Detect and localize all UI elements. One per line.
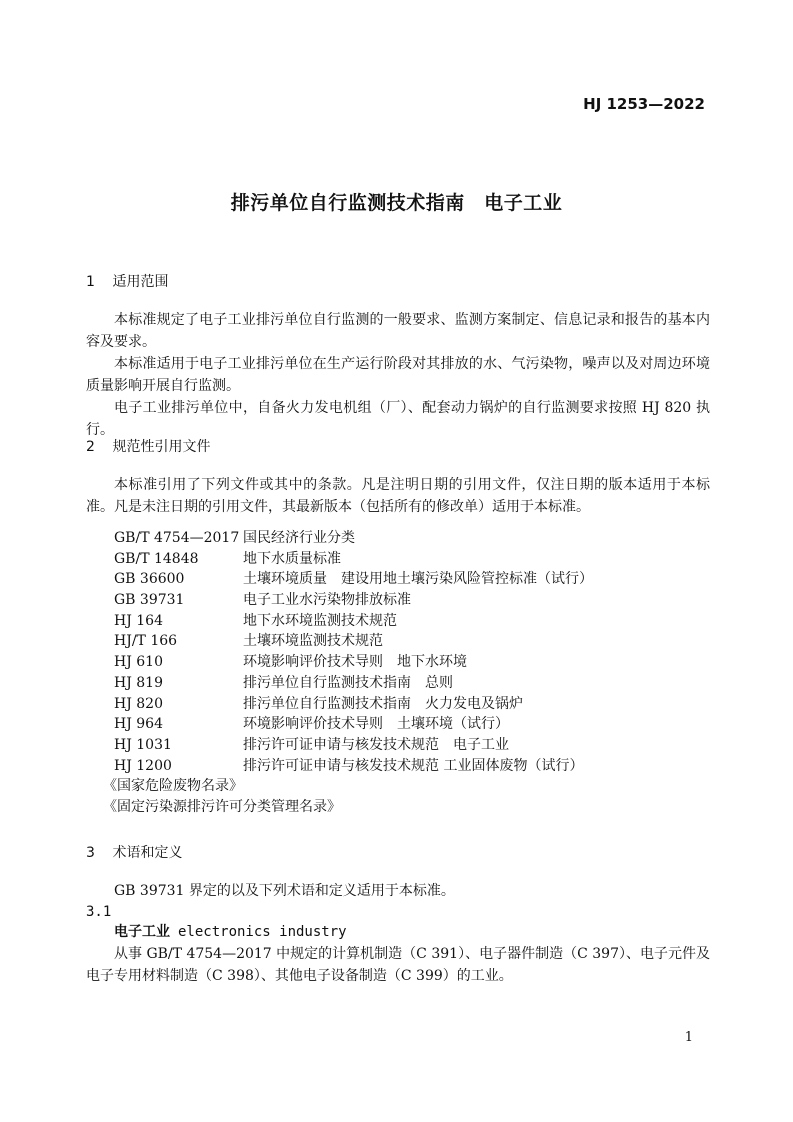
reference-name: 排污许可证申请与核发技术规范 工业固体废物（试行） (243, 757, 584, 774)
reference-code: HJ 1031 (114, 736, 172, 753)
reference-code: HJ 820 (114, 695, 163, 712)
reference-item (114, 528, 593, 549)
term-heading (114, 921, 347, 943)
section-title: 适用范围 (112, 274, 169, 290)
reference-name: 排污许可证申请与核发技术规范 电子工业 (243, 736, 509, 753)
reference-name: 国民经济行业分类 (243, 530, 355, 546)
reference-name: 电子工业水污染物排放标准 (243, 592, 411, 609)
catalog-reference: 《固定污染源排污许可分类管理名录》 (103, 799, 341, 815)
section-3-intro: GB 39731 界定的以及下列术语和定义适用于本标准。 (114, 883, 455, 899)
page-number: 1 (684, 1030, 693, 1045)
reference-name: 土壤环境监测技术规范 (243, 633, 383, 650)
section-title: 术语和定义 (112, 845, 183, 861)
reference-item (114, 735, 593, 756)
reference-item (114, 652, 593, 673)
reference-item (114, 549, 593, 570)
reference-list (114, 528, 593, 776)
standard-code: HJ 1253—2022 (583, 95, 705, 113)
reference-item (114, 569, 593, 590)
section-number: 2 (86, 439, 95, 455)
reference-name: 环境影响评价技术导则 土壤环境（试行） (243, 716, 509, 733)
section-3-heading (86, 842, 182, 862)
reference-code: HJ 1200 (114, 757, 172, 774)
section-2-heading (86, 436, 210, 456)
section-number: 1 (86, 274, 95, 290)
reference-item (114, 714, 593, 735)
reference-code: GB 39731 (114, 592, 185, 609)
term-definition: 从事 GB/T 4754—2017 中规定的计算机制造（C 391）、电子器件制造（C 397）、电子元件及电子专用材料制造（C 398）、其他电子设备制造（C 399）的工业。 (86, 946, 710, 984)
reference-code: HJ 964 (114, 716, 163, 733)
section-1-paragraph: 电子工业排污单位中，自备火力发电机组（厂）、配套动力锅炉的自行监测要求按照 HJ 820 执行。 (86, 400, 710, 438)
term-number: 3.1 (86, 904, 112, 920)
document-title: 排污单位自行监测技术指南 电子工业 (230, 192, 563, 214)
reference-code: GB 36600 (114, 571, 185, 588)
term-chinese: 电子工业 (114, 924, 170, 940)
reference-item (114, 673, 593, 694)
section-2-intro: 本标准引用了下列文件或其中的条款。凡是注明日期的引用文件，仅注日期的版本适用于本标准。凡是未注日期的引用文件，其最新版本（包括所有的修改单）适用于本标准。 (86, 477, 710, 515)
reference-name: 排污单位自行监测技术指南 火力发电及锅炉 (243, 695, 523, 712)
section-1-heading (86, 271, 168, 291)
section-1-paragraph: 本标准规定了电子工业排污单位自行监测的一般要求、监测方案制定、信息记录和报告的基本内容及要求。 (86, 312, 710, 350)
reference-item (114, 590, 593, 611)
reference-code: GB/T 4754—2017 (114, 530, 240, 546)
reference-code: HJ 164 (114, 612, 163, 629)
reference-code: HJ 610 (114, 654, 163, 671)
term-english: electronics industry (178, 924, 347, 940)
reference-code: HJ 819 (114, 674, 163, 691)
reference-name: 环境影响评价技术导则 地下水环境 (243, 654, 467, 671)
section-1-paragraph: 本标准适用于电子工业排污单位在生产运行阶段对其排放的水、气污染物，噪声以及对周边环境质量影响开展自行监测。 (86, 356, 710, 394)
section-title: 规范性引用文件 (112, 439, 211, 455)
reference-name: 地下水质量标准 (243, 550, 341, 567)
reference-name: 地下水环境监测技术规范 (243, 612, 397, 629)
catalog-reference: 《国家危险废物名录》 (103, 778, 243, 794)
section-number: 3 (86, 845, 95, 861)
reference-code: HJ/T 166 (114, 633, 178, 650)
reference-item (114, 611, 593, 632)
reference-name: 排污单位自行监测技术指南 总则 (243, 674, 453, 691)
reference-item (114, 631, 593, 652)
reference-code: GB/T 14848 (114, 550, 199, 567)
reference-item (114, 694, 593, 715)
reference-item (114, 756, 593, 777)
reference-name: 土壤环境质量 建设用地土壤污染风险管控标准（试行） (243, 571, 593, 588)
